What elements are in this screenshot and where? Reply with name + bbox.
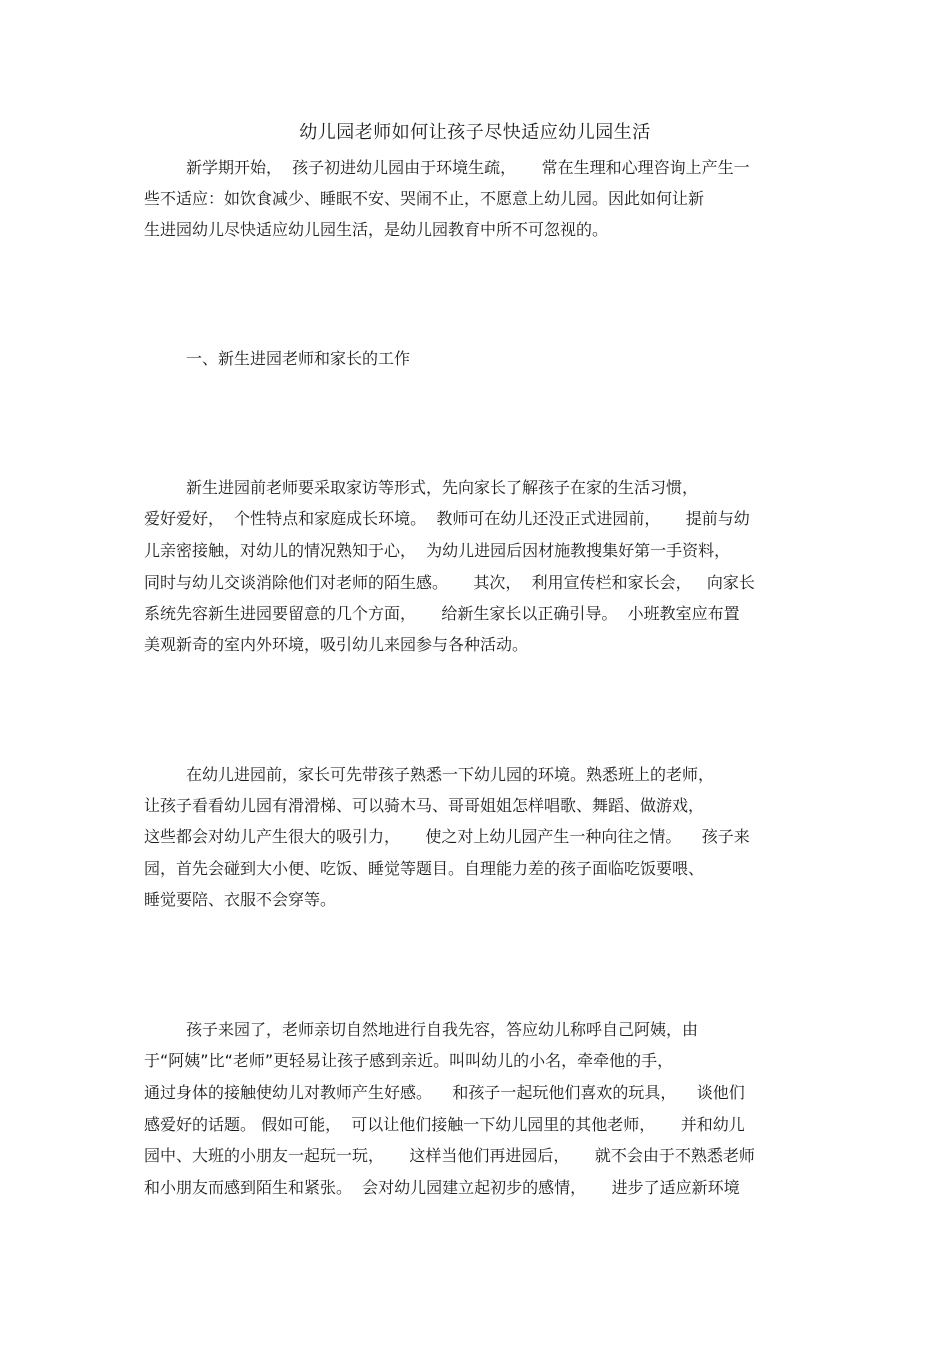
para2-line-3: 这些都会对幼儿产生很大的吸引力， 使之对上幼儿园产生一种向往之情。 孩子来: [144, 827, 750, 846]
intro-line-1: 新学期开始， 孩子初进幼儿园由于环境生疏， 常在生理和心理咨询上产生一: [186, 158, 750, 177]
para1-line-3: 儿亲密接触，对幼儿的情况熟知于心， 为幼儿进园后因材施教搜集好第一手资料，: [144, 541, 731, 560]
para3-line-6: 和小朋友而感到陌生和紧张。 会对幼儿园建立起初步的感情， 进步了适应新环境: [144, 1178, 740, 1197]
para1-line-1: 新生进园前老师要采取家访等形式，先向家长了解孩子在家的生活习惯，: [186, 478, 699, 497]
intro-line-3: 生进园幼儿尽快适应幼儿园生活，是幼儿园教育中所不可忽视的。: [144, 220, 609, 239]
para3-line-1: 孩子来园了，老师亲切自然地进行自我先容，答应幼儿称呼自己阿姨，由: [186, 1020, 699, 1039]
para1-line-5: 系统先容新生进园要留意的几个方面， 给新生家长以正确引导。 小班教室应布置: [144, 604, 740, 623]
para2-line-2: 让孩子看看幼儿园有滑滑梯、可以骑木马、哥哥姐姐怎样唱歌、舞蹈、做游戏，: [144, 796, 705, 815]
document-title: 幼儿园老师如何让孩子尽快适应幼儿园生活: [299, 122, 651, 143]
section-heading: 一、新生进园老师和家长的工作: [186, 349, 411, 368]
para1-line-4: 同时与幼儿交谈消除他们对老师的陌生感。 其次， 利用宣传栏和家长会， 向家长: [144, 573, 755, 592]
para1-line-6: 美观新奇的室内外环境，吸引幼儿来园参与各种活动。: [144, 635, 529, 654]
para3-line-2: 于“阿姨”比“老师”更轻易让孩子感到亲近。叫叫幼儿的小名，牵牵他的手，: [144, 1051, 674, 1070]
para2-line-1: 在幼儿进园前，家长可先带孩子熟悉一下幼儿园的环境。熟悉班上的老师，: [186, 765, 715, 784]
para2-line-4: 园，首先会碰到大小便、吃饭、睡觉等题目。自理能力差的孩子面临吃饭要喂、: [144, 859, 705, 878]
para3-line-3: 通过身体的接触使幼儿对教师产生好感。 和孩子一起玩他们喜欢的玩具， 谈他们: [144, 1083, 745, 1102]
para3-line-4: 感爱好的话题。 假如可能， 可以让他们接触一下幼儿园里的其他老师， 并和幼儿: [144, 1115, 745, 1134]
para3-line-5: 园中、大班的小朋友一起玩一玩， 这样当他们再进园后， 就不会由于不熟悉老师: [144, 1146, 755, 1165]
intro-line-2: 些不适应：如饮食减少、睡眠不安、哭闹不止，不愿意上幼儿园。因此如何让新: [144, 189, 705, 208]
para1-line-2: 爱好爱好， 个性特点和家庭成长环境。 教师可在幼儿还没正式进园前， 提前与幼: [144, 509, 750, 528]
para2-line-5: 睡觉要陪、衣服不会穿等。: [144, 890, 337, 909]
